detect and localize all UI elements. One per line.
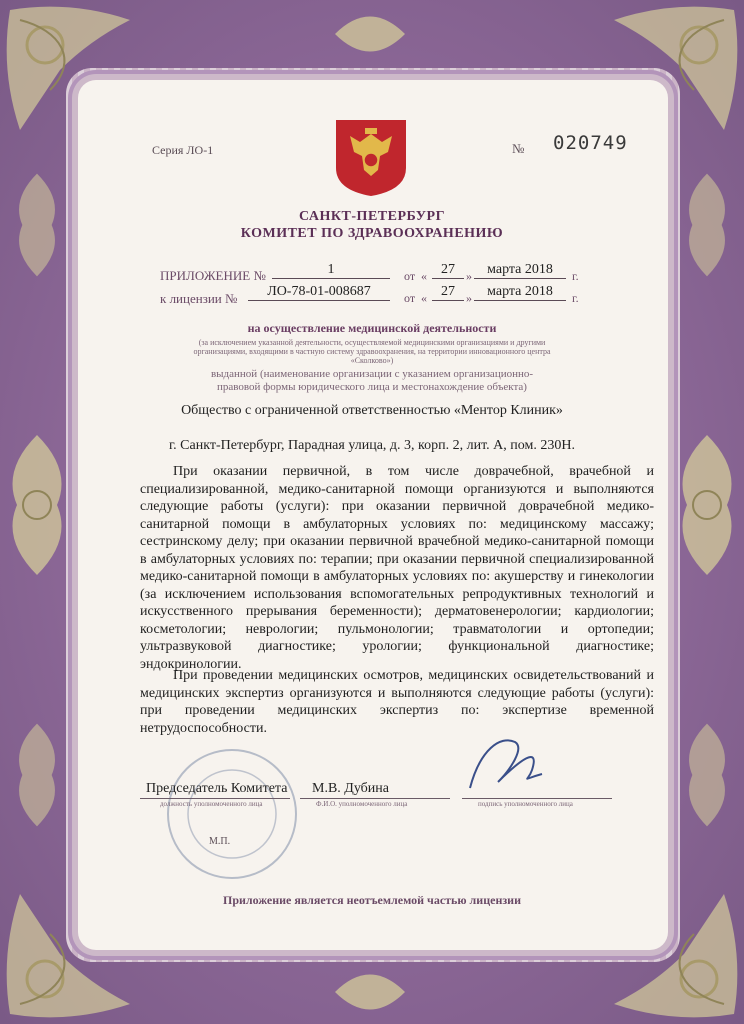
appendix-from-label: от xyxy=(404,269,416,283)
caption-signature: подпись уполномоченного лица xyxy=(478,800,573,808)
series-label: Серия ЛО-1 xyxy=(152,143,214,157)
caption-name: Ф.И.О. уполномоченного лица xyxy=(316,800,408,808)
side-ornament-right-upper xyxy=(672,170,742,280)
license-quote-close: » xyxy=(466,291,472,305)
document-number: 020749 xyxy=(553,132,628,154)
appendix-year-suffix: г. xyxy=(572,269,579,283)
services-paragraph-2: При проведении медицинских осмотров, медицинских освидетельствований и медицинских экспертиз организуются и выполняются следующие работы (услуги): при проведении медицинских экспертиз по: экспертизе временной нетрудоспособности. xyxy=(140,668,654,736)
appendix-day: 27 xyxy=(432,262,464,279)
license-month: марта xyxy=(487,284,522,299)
footer-note: Приложение является неотъемлемой частью лицензии xyxy=(222,893,522,907)
license-number: ЛО-78-01-008687 xyxy=(248,284,390,301)
activity-heading: на осуществление медицинской деятельности xyxy=(247,321,497,335)
official-stamp xyxy=(164,746,300,882)
top-ornament xyxy=(330,4,410,64)
appendix-number: 1 xyxy=(272,262,390,279)
appendix-year: 2018 xyxy=(524,262,553,277)
appendix-label: ПРИЛОЖЕНИЕ № xyxy=(160,268,266,283)
license-year: 2018 xyxy=(524,284,553,299)
organization-name: Общество с ограниченной ответственностью «Ментор Клиник» xyxy=(181,403,563,418)
seal-mark: М.П. xyxy=(209,836,231,847)
caption-position: должность уполномоченного лица xyxy=(160,800,263,808)
services-paragraph-1: При оказании первичной, в том числе доврачебной, врачебной и специализированной, медико-санитарной помощи организуются и выполняются следующие работы (услуги): при оказании первичной доврачебной медико-санитарной помощи в амбулаторных условиях по: медицинскому массажу; сестринскому делу; при оказании первичной врачебной медико-санитарной помощи в амбулаторных условиях по: терапии; при оказании первичной специализированной медико-санитарной помощи в амбулаторных условиях по: акушерству и гинекологии (за исключением использования вспомогательных репродуктивных технологий и искусственного прерывания беременности); дерматовенерологии; кардиологии; косметологии; неврологии; пульмонологии; травматологии и ортопедии; ультразвуковой диагностике; урологии; функциональной диагностике; эндокринологии. xyxy=(140,464,654,672)
license-quote-open: « xyxy=(421,291,427,305)
committee-heading: КОМИТЕТ ПО ЗДРАВООХРАНЕНИЮ xyxy=(240,226,504,241)
position-underline xyxy=(140,798,290,799)
appendix-month-year xyxy=(474,262,566,279)
city-heading: САНКТ-ПЕТЕРБУРГ xyxy=(298,209,446,224)
license-month-year xyxy=(474,284,566,301)
name-underline xyxy=(300,798,450,799)
number-label: № xyxy=(512,141,525,156)
side-ornament-right-lower xyxy=(672,720,742,830)
issued-line-2: правовой формы юридического лица и местонахождение объекта) xyxy=(217,381,527,393)
activity-note: (за исключением указанной деятельности, осуществляемой медицинскими организациями и другими организациями, входящими в частную систему здравоохранения, на территории инновационного центра «Сколково») xyxy=(193,338,551,365)
signatory-position: Председатель Комитета xyxy=(146,781,288,796)
side-ornament-left-upper xyxy=(2,170,72,280)
license-label: к лицензии № xyxy=(160,291,238,306)
license-year-suffix: г. xyxy=(572,291,579,305)
issued-line-1: выданной (наименование организации с указанием организационно- xyxy=(210,368,534,380)
signatory-name: М.В. Дубина xyxy=(312,781,389,796)
appendix-quote-close: » xyxy=(466,269,472,283)
handwritten-signature xyxy=(460,730,550,800)
side-ornament-left-lower xyxy=(2,720,72,830)
coat-of-arms-icon xyxy=(332,116,410,198)
license-from-label: от xyxy=(404,291,416,305)
bottom-ornament xyxy=(330,962,410,1022)
organization-address: г. Санкт-Петербург, Парадная улица, д. 3, корп. 2, лит. А, пом. 230Н. xyxy=(169,438,575,453)
appendix-quote-open: « xyxy=(421,269,427,283)
appendix-month: марта xyxy=(487,262,522,277)
license-day: 27 xyxy=(432,284,464,301)
